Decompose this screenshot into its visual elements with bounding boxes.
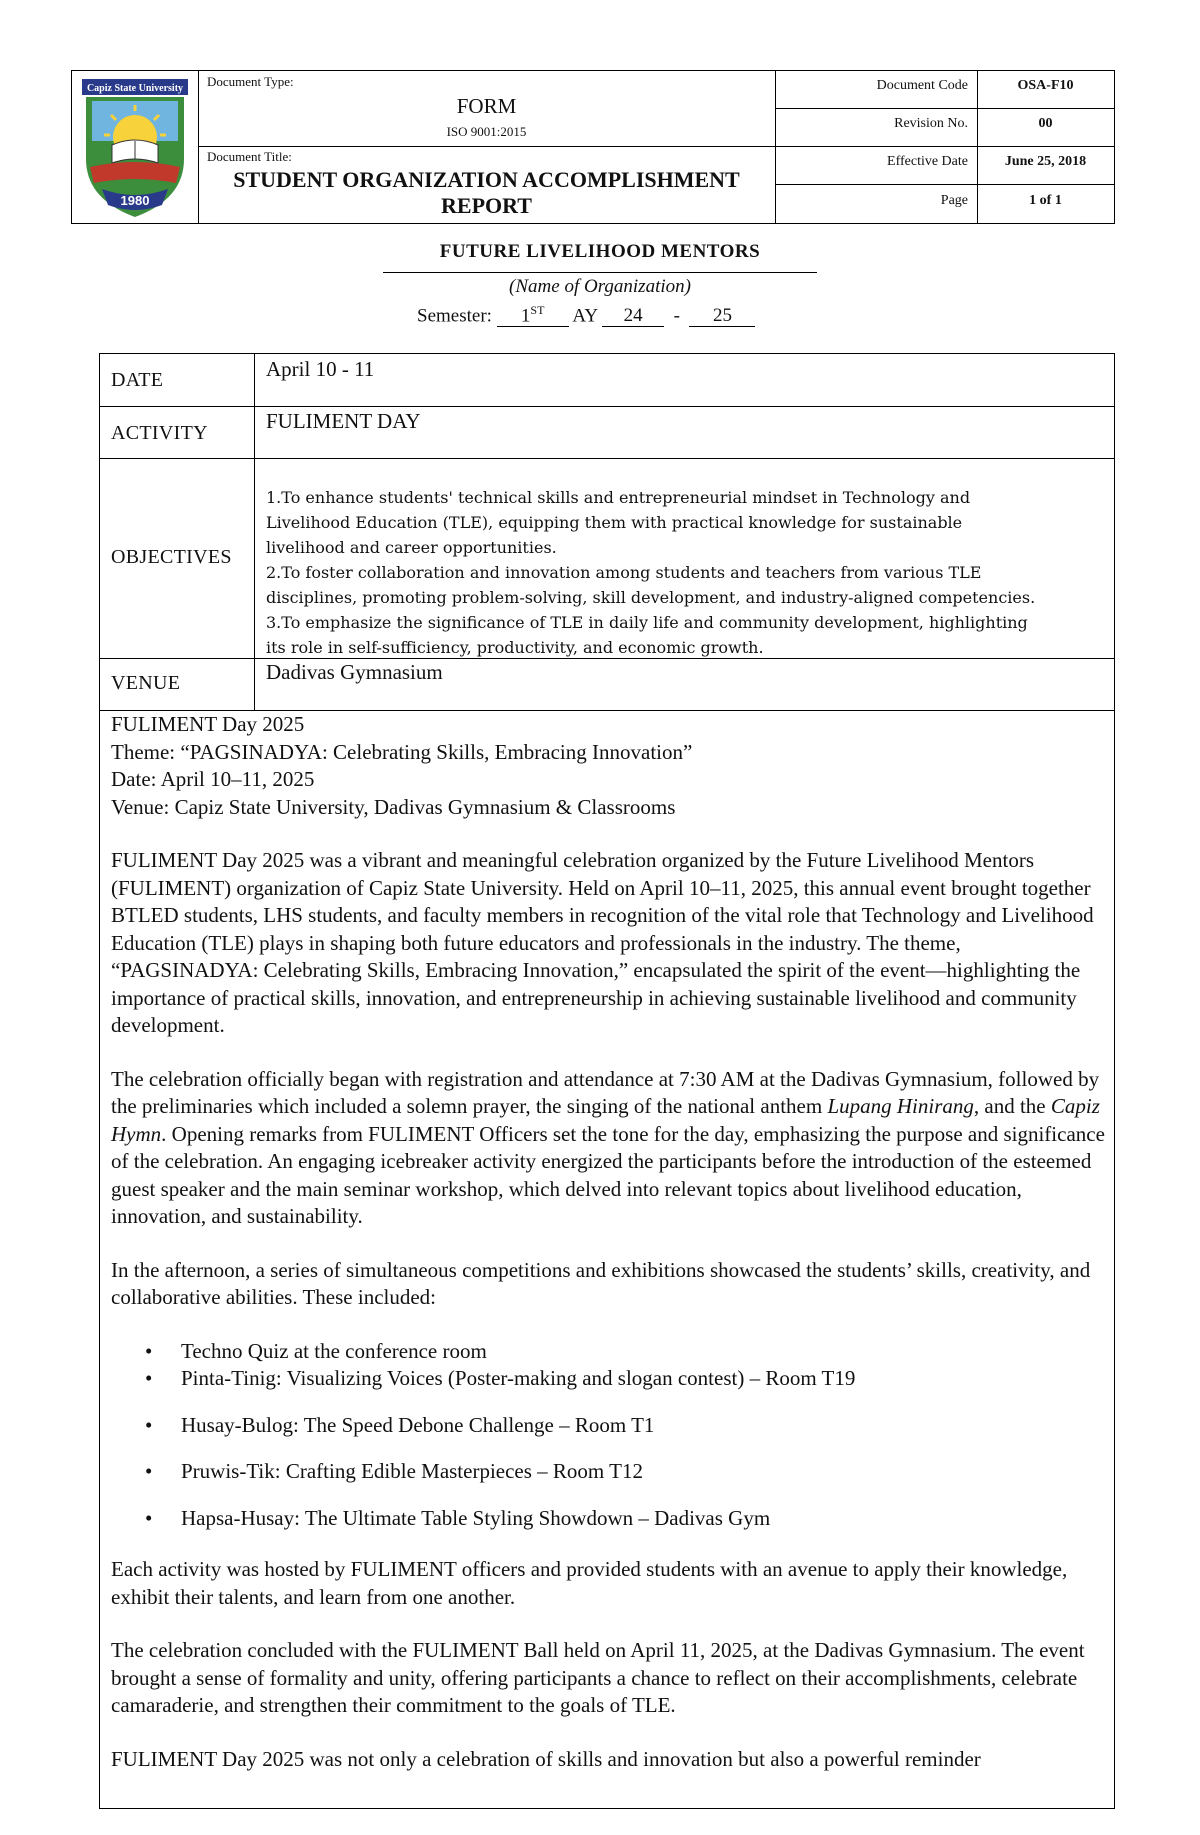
revision-no-value: 00 xyxy=(1038,116,1053,131)
anthem-title: Lupang Hinirang xyxy=(827,1094,974,1118)
report-paragraph: Each activity was hosted by FULIMENT officers and provided students with an avenue to apply their knowledge, exhibit their talents, and learn from one another. xyxy=(111,1557,1068,1609)
page-label: Page xyxy=(940,193,968,208)
bullet-icon: • xyxy=(145,1459,153,1483)
document-title-line: STUDENT ORGANIZATION ACCOMPLISHMENT xyxy=(233,167,740,192)
header-divider xyxy=(775,108,1114,109)
report-paragraph: In the afternoon, a series of simultaneous competitions and exhibitions showcased the students’ skills, creativity, and collaborative abilities. These included: xyxy=(111,1257,1091,1309)
document-title-label: Document Title: xyxy=(207,149,292,164)
list-item xyxy=(111,1458,1105,1486)
report-paragraph xyxy=(111,1066,1105,1231)
objectives-list xyxy=(266,485,1104,660)
header-divider xyxy=(775,146,1114,147)
bullet-icon: • xyxy=(145,1366,153,1390)
report-heading-line: Venue: Capiz State University, Dadivas Gymnasium & Classrooms xyxy=(111,794,676,819)
report-paragraph: FULIMENT Day 2025 was not only a celebration of skills and innovation but also a powerful reminder xyxy=(111,1746,981,1771)
page-value: 1 of 1 xyxy=(1029,193,1062,208)
ay-separator: - xyxy=(673,305,680,327)
ay-label: AY xyxy=(572,305,598,327)
list-item xyxy=(111,1412,1105,1440)
list-item-text: Pinta-Tinig: Visualizing Voices (Poster-making and slogan contest) – Room T19 xyxy=(181,1366,856,1390)
report-heading-line: Theme: “PAGSINADYA: Celebrating Skills, Embracing Innovation” xyxy=(111,739,693,764)
table-divider xyxy=(100,406,1114,407)
organization-name: FUTURE LIVELIHOOD MENTORS xyxy=(439,241,761,262)
iso-label: ISO 9001:2015 xyxy=(446,124,527,139)
logo-year-text: 1980 xyxy=(120,193,150,208)
venue-value: Dadivas Gymnasium xyxy=(266,660,443,684)
objective-line: livelihood and career opportunities. xyxy=(266,538,557,557)
bullet-icon: • xyxy=(145,1505,153,1530)
objective-line: disciplines, promoting problem-solving, skill development, and industry-aligned competencies. xyxy=(266,588,1036,607)
semester-number: 1 xyxy=(520,305,531,327)
objective-line: 1.To enhance students' technical skills and entrepreneurial mindset in Technology and xyxy=(266,488,971,507)
effective-date-value: June 25, 2018 xyxy=(1004,154,1087,169)
document-title-line: REPORT xyxy=(441,193,532,218)
report-heading xyxy=(111,711,1105,821)
bullet-icon: • xyxy=(145,1412,153,1437)
document-code-label: Document Code xyxy=(876,78,968,93)
report-text: , and the xyxy=(973,1094,1051,1118)
list-item xyxy=(111,1365,1105,1393)
header-divider xyxy=(775,184,1114,185)
bullet-icon: • xyxy=(145,1338,153,1363)
semester-line xyxy=(417,300,755,327)
organization-caption: (Name of Organization) xyxy=(509,276,691,297)
revision-no-label: Revision No. xyxy=(894,116,968,131)
document-code-value: OSA-F10 xyxy=(1017,78,1074,93)
form-label: FORM xyxy=(456,94,517,118)
ay-start: 24 xyxy=(602,306,664,327)
objective-line: 3.To emphasize the significance of TLE in daily life and community development, highlighting xyxy=(266,613,1028,632)
list-item-text: Husay-Bulog: The Speed Debone Challenge – Room T1 xyxy=(181,1412,655,1437)
table-divider xyxy=(100,458,1114,459)
venue-label: VENUE xyxy=(111,672,181,694)
logo-banner-text: Capiz State University xyxy=(86,83,184,94)
date-value: April 10 - 11 xyxy=(266,357,375,381)
report-paragraph: The celebration concluded with the FULIMENT Ball held on April 11, 2025, at the Dadivas Gymnasium. The event brought a sense of formality and unity, offering participants a chance to reflect on their accomplishments, celebrate camaraderie, and strengthen their commitment to the goals of TLE. xyxy=(111,1638,1085,1717)
document-type-label: Document Type: xyxy=(207,74,294,89)
ay-end: 25 xyxy=(689,306,755,327)
document-title xyxy=(198,167,775,219)
details-table xyxy=(99,353,1115,1809)
activity-label: ACTIVITY xyxy=(111,422,208,444)
report-heading-line: Date: April 10–11, 2025 xyxy=(111,767,315,791)
semester-label: Semester: xyxy=(417,305,492,327)
hymn-title: Capiz Hymn xyxy=(111,1094,1100,1146)
objectives-label: OBJECTIVES xyxy=(111,546,232,568)
activity-value: FULIMENT DAY xyxy=(266,409,421,433)
report-heading-line: FULIMENT Day 2025 xyxy=(111,712,305,736)
report-text: . Opening remarks from FULIMENT Officers set the tone for the day, emphasizing the purpose and significance of the celebration. An engaging icebreaker activity energized the participants before the introduction of the esteemed guest speaker and the main seminar workshop, which delved into relevant topics about livelihood education, innovation, and sustainability. xyxy=(111,1121,1105,1228)
competition-list xyxy=(111,1338,1105,1533)
form-header xyxy=(71,70,1115,224)
report-body xyxy=(111,711,1105,1773)
header-divider xyxy=(198,146,775,147)
objective-line: its role in self-sufficiency, productivity, and economic growth. xyxy=(266,638,764,657)
list-item-text: Techno Quiz at the conference room xyxy=(181,1338,487,1363)
objective-line: 2.To foster collaboration and innovation among students and teachers from various TLE xyxy=(266,563,982,582)
effective-date-label: Effective Date xyxy=(887,154,968,169)
list-item xyxy=(111,1338,1105,1366)
report-paragraph: FULIMENT Day 2025 was a vibrant and meaningful celebration organized by the Future Livelihood Mentors (FULIMENT) organization of Capiz State University. Held on April 10–11, 2025, this annual event brought together BTLED students, LHS students, and faculty members in recognition of the vital role that Technology and Livelihood Education (TLE) plays in shaping both future educators and professionals in the industry. The theme, “PAGSINADYA: Celebrating Skills, Embracing Innovation,” encapsulated the spirit of the event—highlighting the importance of practical skills, innovation, and entrepreneurship in achieving sustainable livelihood and community development. xyxy=(111,848,1094,1037)
university-seal-icon xyxy=(72,71,198,222)
list-item-text: Hapsa-Husay: The Ultimate Table Styling Showdown – Dadivas Gym xyxy=(181,1505,771,1530)
date-label: DATE xyxy=(111,369,164,391)
university-logo xyxy=(72,71,198,222)
organization-underline xyxy=(383,272,817,273)
list-item-text: Pruwis-Tik: Crafting Edible Masterpieces – Room T12 xyxy=(181,1459,643,1483)
report-text: The celebration officially began with registration and attendance at 7:30 AM at the Dadivas Gymnasium, followed by the preliminaries which included a solemn prayer, the singing of the national anthem xyxy=(111,1066,1100,1118)
semester-suffix: ST xyxy=(530,303,545,317)
objective-line: Livelihood Education (TLE), equipping them with practical knowledge for sustainable xyxy=(266,513,963,532)
list-item xyxy=(111,1505,1105,1533)
semester-value xyxy=(497,300,569,327)
